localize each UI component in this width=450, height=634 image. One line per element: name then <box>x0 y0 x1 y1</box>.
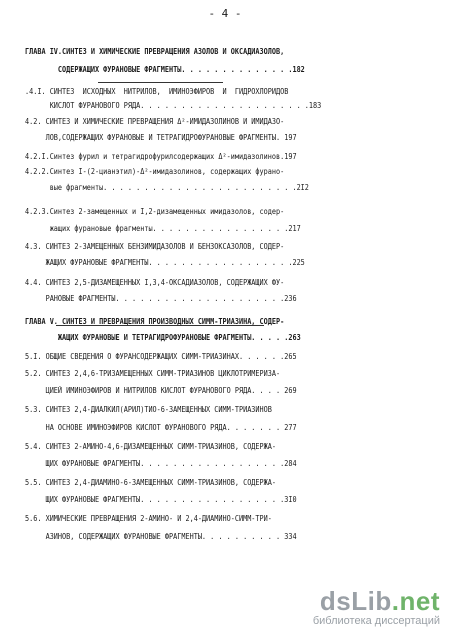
toc-line: 5.6. ХИМИЧЕСКИЕ ПРЕВРАЩЕНИЯ 2-АМИНО- И 2,4-ДИАМИНО-СИММ-ТРИ- <box>25 514 272 523</box>
toc-line: 5.4. СИНТЕЗ 2-АМИНО-4,6-ДИЗАМЕЩЕННЫХ СИММ-ТРИАЗИНОВ, СОДЕРЖА- <box>25 442 277 451</box>
toc-line: ЩИХ ФУРАНОВЫЕ ФРАГМЕНТЫ. . . . . . . . . . . . . . . . . .284 <box>25 459 297 468</box>
toc-line: НА ОСНОВЕ ИМИНОЭФИРОВ КИСЛОТ ФУРАНОВОГО РЯДА. . . . . . . 277 <box>25 423 297 432</box>
toc-line: ЖАЩИХ ФУРАНОВЫЕ ФРАГМЕНТЫ. . . . . . . . . . . . . . . . . .225 <box>25 258 305 267</box>
toc-line: 5.3. СИНТЕЗ 2,4-ДИАЛКИЛ(АРИЛ)ТИО-6-ЗАМЕЩЕННЫХ СИММ-ТРИАЗИНОВ <box>25 405 272 414</box>
toc-line: 4.2.2.Синтез I-(2-цианэтил)-Δ²-имидазолинов, содержащих фурано- <box>25 167 285 176</box>
toc-line: КИСЛОТ ФУРАНОВОГО РЯДА. . . . . . . . . . . . . . . . . . . . .183 <box>25 101 322 110</box>
watermark-caption: библиотека диссертаций <box>312 615 440 627</box>
toc-line: РАНОВЫЕ ФРАГМЕНТЫ. . . . . . . . . . . . . . . . . . . . .236 <box>25 294 297 303</box>
toc-line: ЖАЩИХ ФУРАНОВЫЕ И ТЕТРАГИДРОФУРАНОВЫЕ ФРАГМЕНТЫ. . . . .263 <box>25 333 301 342</box>
toc-line: ЩИХ ФУРАНОВЫЕ ФРАГМЕНТЫ. . . . . . . . . . . . . . . . . .3I0 <box>25 495 297 504</box>
page-number: - 4 - <box>208 7 242 20</box>
toc-line: ГЛАВА IV.СИНТЕЗ И ХИМИЧЕСКИЕ ПРЕВРАЩЕНИЯ АЗОЛОВ И ОКСАДИАЗОЛОВ, <box>25 47 285 56</box>
toc-line: .4.I. СИНТЕЗ ИСХОДНЫХ НИТРИЛОВ, ИМИНОЭФИРОВ И ГИДРОХЛОРИДОВ <box>25 87 289 96</box>
watermark <box>290 587 440 628</box>
toc-line: АЗИНОВ, СОДЕРЖАЩИХ ФУРАНОВЫЕ ФРАГМЕНТЫ. . . . . . . . . . 334 <box>25 532 297 541</box>
toc-line: 4.4. СИНТЕЗ 2,5-ДИЗАМЕЩЕННЫХ I,3,4-ОКСАДИАЗОЛОВ, СОДЕРЖАЩИХ ФУ- <box>25 278 285 287</box>
toc-line: 4.2.I.Синтез фурил и тетрагидрофурилсодержащих Δ²-имидазолинов.197 <box>25 152 297 161</box>
watermark-logo-tld: .net <box>391 586 440 616</box>
toc-line: ГЛАВА V. СИНТЕЗ И ПРЕВРАЩЕНИЯ ПРОИЗВОДНЫХ СИММ-ТРИАЗИНА, СОДЕР- <box>25 317 285 326</box>
toc-line: 5.2. СИНТЕЗ 2,4,6-ТРИЗАМЕЩЕННЫХ СИММ-ТРИАЗИНОВ ЦИКЛОТРИМЕРИЗА- <box>25 369 281 378</box>
toc-line: СОДЕРЖАЩИХ ФУРАНОВЫЕ ФРАГМЕНТЫ. . . . . . . . . . . . . .182 <box>25 65 305 74</box>
toc-line: 4.2. СИНТЕЗ И ХИМИЧЕСКИЕ ПРЕВРАЩЕНИЯ Δ²-ИМИДАЗОЛИНОВ И ИМИДАЗО- <box>25 117 285 126</box>
watermark-logo-main: dsLib <box>319 586 392 616</box>
toc-line: 5.5. СИНТЕЗ 2,4-ДИАМИНО-6-ЗАМЕЩЕННЫХ СИММ-ТРИАЗИНОВ, СОДЕРЖА- <box>25 478 277 487</box>
underline-ch5 <box>56 325 264 326</box>
toc-line: 5.I. ОБЩИЕ СВЕДЕНИЯ О ФУРАНСОДЕРЖАЩИХ СИММ-ТРИАЗИНАХ. . . . . .265 <box>25 352 297 361</box>
toc-line: ЛОВ,СОДЕРЖАЩИХ ФУРАНОВЫЕ И ТЕТРАГИДРОФУРАНОВЫЕ ФРАГМЕНТЫ. 197 <box>25 133 297 142</box>
toc-line: 4.2.3.Синтез 2-замещенных и I,2-дизамещенных имидазолов, содер- <box>25 207 285 216</box>
underline-ch4 <box>98 82 223 83</box>
toc-line: 4.3. СИНТЕЗ 2-ЗАМЕЩЕННЫХ БЕНЗИМИДАЗОЛОВ И БЕНЗОКСАЗОЛОВ, СОДЕР- <box>25 242 285 251</box>
watermark-logo <box>290 587 440 615</box>
toc-line: вые фрагменты. . . . . . . . . . . . . . . . . . . . . . . .2I2 <box>25 183 309 192</box>
toc-line: ЦИЕЙ ИМИНОЭФИРОВ И НИТРИЛОВ КИСЛОТ ФУРАНОВОГО РЯДА. . . . 269 <box>25 386 297 395</box>
toc-line: жащих фурановые фрагменты. . . . . . . . . . . . . . . . .217 <box>25 224 301 233</box>
